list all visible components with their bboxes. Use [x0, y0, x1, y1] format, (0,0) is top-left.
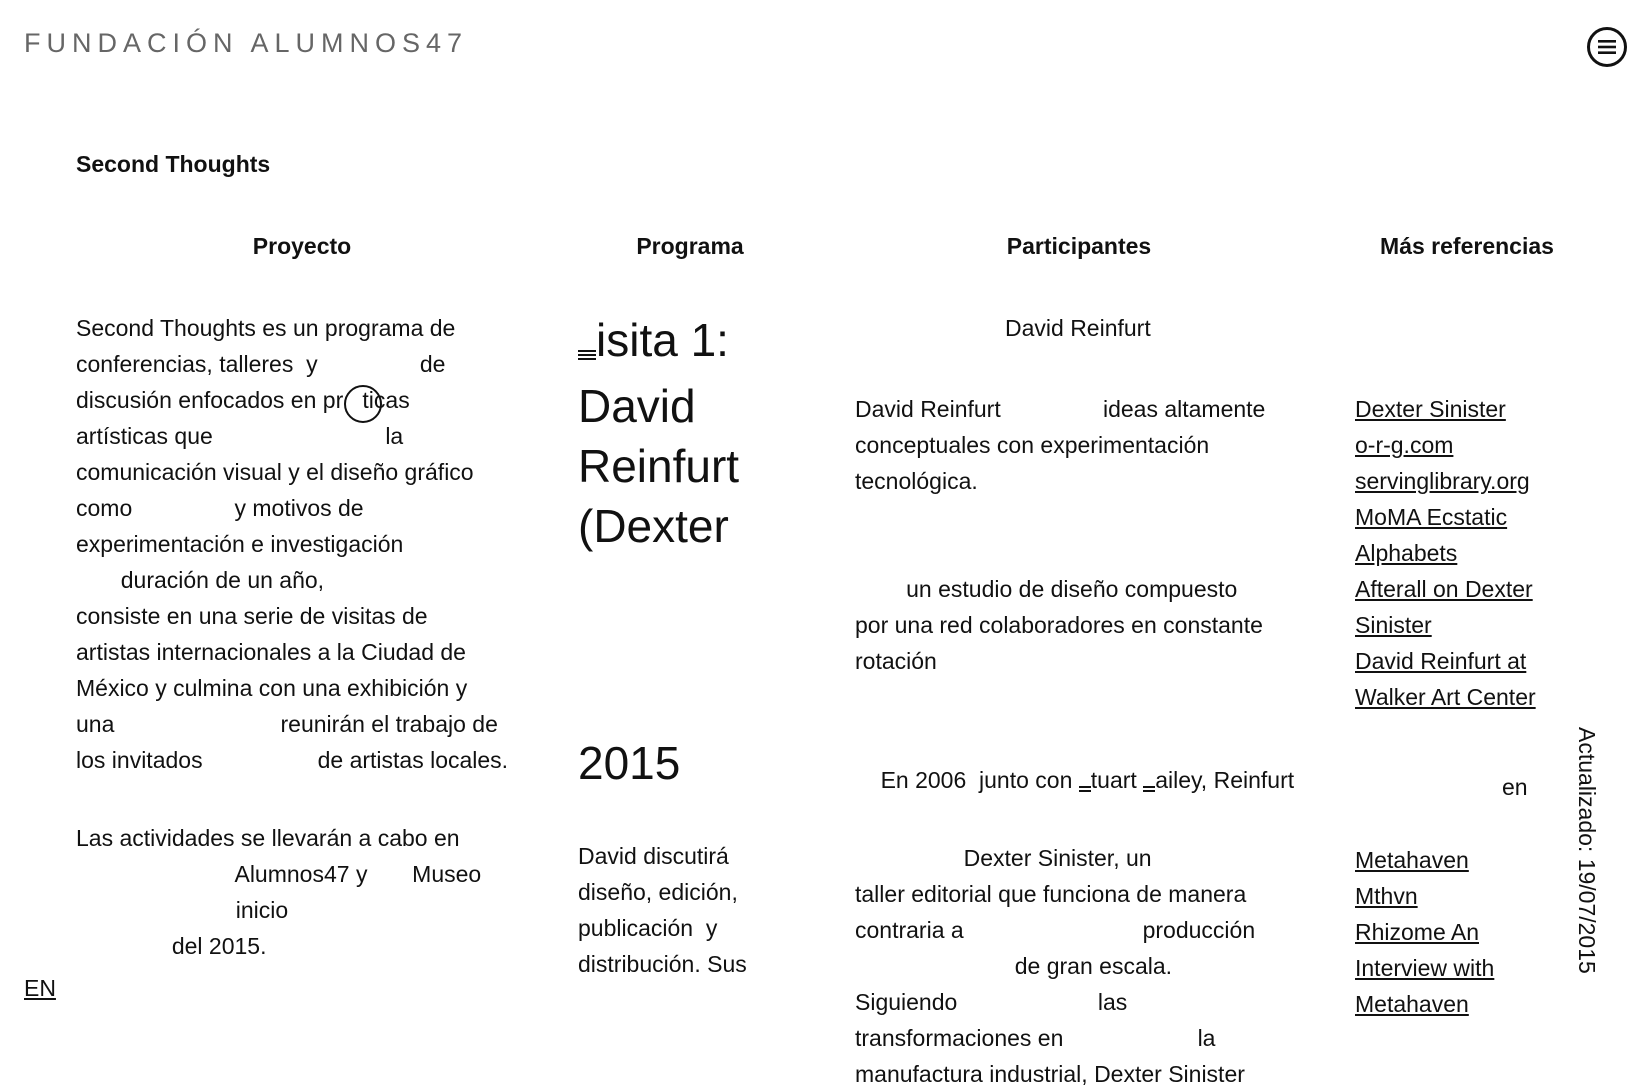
proyecto-line: inicio	[76, 897, 289, 923]
column-heading-programa: Programa	[636, 233, 744, 259]
reference-link[interactable]: servinglibrary.org	[1355, 468, 1530, 494]
participantes-line: un estudio de diseño compuesto	[855, 576, 1238, 602]
programa-line: diseño, edición,	[578, 879, 738, 905]
proyecto-line: comunicación visual y el diseño gráfico	[76, 459, 474, 485]
participantes-line: David Reinfurt ideas altamente	[855, 396, 1266, 422]
participantes-line	[855, 726, 1315, 840]
participantes-line: transformaciones en la	[855, 1025, 1216, 1051]
reference-link[interactable]: Walker Art Center	[1355, 684, 1536, 710]
paragraph-gap	[76, 778, 536, 820]
programa-line: distribución. Sus	[578, 951, 747, 977]
programa-year: 2015	[578, 737, 681, 789]
participantes-line: de gran escala.	[855, 953, 1173, 979]
participantes-text-1	[855, 391, 1315, 499]
proyecto-line: consiste en una serie de visitas de	[76, 603, 428, 629]
proyecto-line: discusión enfocados en pr ticas	[76, 387, 410, 413]
programa-heading[interactable]	[578, 310, 778, 556]
proyecto-line: Las actividades se llevarán a cabo en	[76, 825, 460, 851]
stripe-glyph-icon	[1143, 768, 1155, 804]
reference-link[interactable]: Interview with	[1355, 955, 1495, 981]
references-list-a	[1355, 391, 1595, 715]
proyecto-line: los invitados de artistas locales.	[76, 747, 509, 773]
participantes-fragment: tuart	[1090, 767, 1144, 793]
proyecto-line: artistas internacionales a la Ciudad de	[76, 639, 466, 665]
participantes-text-2	[855, 571, 1315, 679]
reference-link[interactable]: Rhizome An	[1355, 919, 1480, 945]
participantes-line: Siguiendo las	[855, 989, 1128, 1015]
references-list-b	[1355, 842, 1595, 1022]
programa-heading-text: isita 1:	[596, 314, 729, 366]
reference-link[interactable]: Metahaven	[1355, 847, 1469, 873]
proyecto-line: artísticas que la	[76, 423, 404, 449]
reference-link[interactable]: David Reinfurt at	[1355, 648, 1527, 674]
programa-line: David discutirá	[578, 843, 729, 869]
proyecto-line: una reunirán el trabajo de	[76, 711, 498, 737]
reference-link[interactable]: Afterall on Dexter	[1355, 576, 1533, 602]
updated-date: Actualizado: 19/07/2015	[1574, 727, 1600, 974]
programa-heading-line: (Dexter	[578, 500, 729, 552]
proyecto-line: como y motivos de	[76, 495, 364, 521]
reference-link[interactable]: Metahaven	[1355, 991, 1469, 1017]
proyecto-line: México y culmina con una exhibición y	[76, 675, 468, 701]
stripe-glyph-icon	[578, 316, 596, 376]
references-note: en	[1502, 774, 1528, 800]
participantes-text-3	[855, 726, 1315, 1092]
programa-heading-line: Reinfurt	[578, 440, 740, 492]
participantes-fragment: ailey, Reinfurt	[1155, 767, 1295, 793]
participantes-fragment: En 2006 junto con	[880, 767, 1079, 793]
reference-link[interactable]: MoMA Ecstatic	[1355, 504, 1508, 530]
reference-link[interactable]: Sinister	[1355, 612, 1432, 638]
reference-link[interactable]: Mthvn	[1355, 883, 1418, 909]
menu-circle-icon	[1597, 39, 1617, 55]
menu-button[interactable]	[1587, 27, 1627, 67]
participant-name: David Reinfurt	[1005, 315, 1151, 341]
participantes-line: conceptuales con experimentación	[855, 432, 1210, 458]
programa-text	[578, 838, 808, 982]
reference-link[interactable]: o-r-g.com	[1355, 432, 1454, 458]
proyecto-line: duración de un año,	[76, 567, 325, 593]
proyecto-line: experimentación e investigación	[76, 531, 404, 557]
proyecto-line: Second Thoughts es un programa de	[76, 315, 456, 341]
proyecto-line: Alumnos47 y Museo	[76, 861, 482, 887]
participantes-line: taller editorial que funciona de manera	[855, 881, 1247, 907]
reference-link[interactable]: Dexter Sinister	[1355, 396, 1506, 422]
proyecto-text	[76, 310, 536, 964]
participantes-line: por una red colaboradores en constante	[855, 612, 1263, 638]
participantes-line: contraria a producción	[855, 917, 1256, 943]
participantes-line: Dexter Sinister, un	[855, 845, 1152, 871]
programa-heading-line	[578, 310, 778, 376]
page-title: Second Thoughts	[76, 151, 271, 177]
proyecto-line: conferencias, talleres y de	[76, 351, 446, 377]
site-brand[interactable]: FUNDACIÓN ALUMNOS47	[24, 28, 469, 58]
column-heading-participantes: Participantes	[1006, 233, 1152, 259]
participantes-line: tecnológica.	[855, 468, 978, 494]
participantes-line: manufactura industrial, Dexter Sinister	[855, 1061, 1245, 1087]
proyecto-line: del 2015.	[76, 933, 267, 959]
column-heading-proyecto: Proyecto	[252, 233, 352, 259]
column-heading-referencias: Más referencias	[1380, 233, 1554, 259]
programa-heading-line: David	[578, 380, 696, 432]
programa-line: publicación y	[578, 915, 718, 941]
language-switch-link[interactable]: EN	[24, 975, 56, 1001]
participantes-line: rotación	[855, 648, 937, 674]
stripe-glyph-icon	[1079, 768, 1091, 804]
reference-link[interactable]: Alphabets	[1355, 540, 1458, 566]
